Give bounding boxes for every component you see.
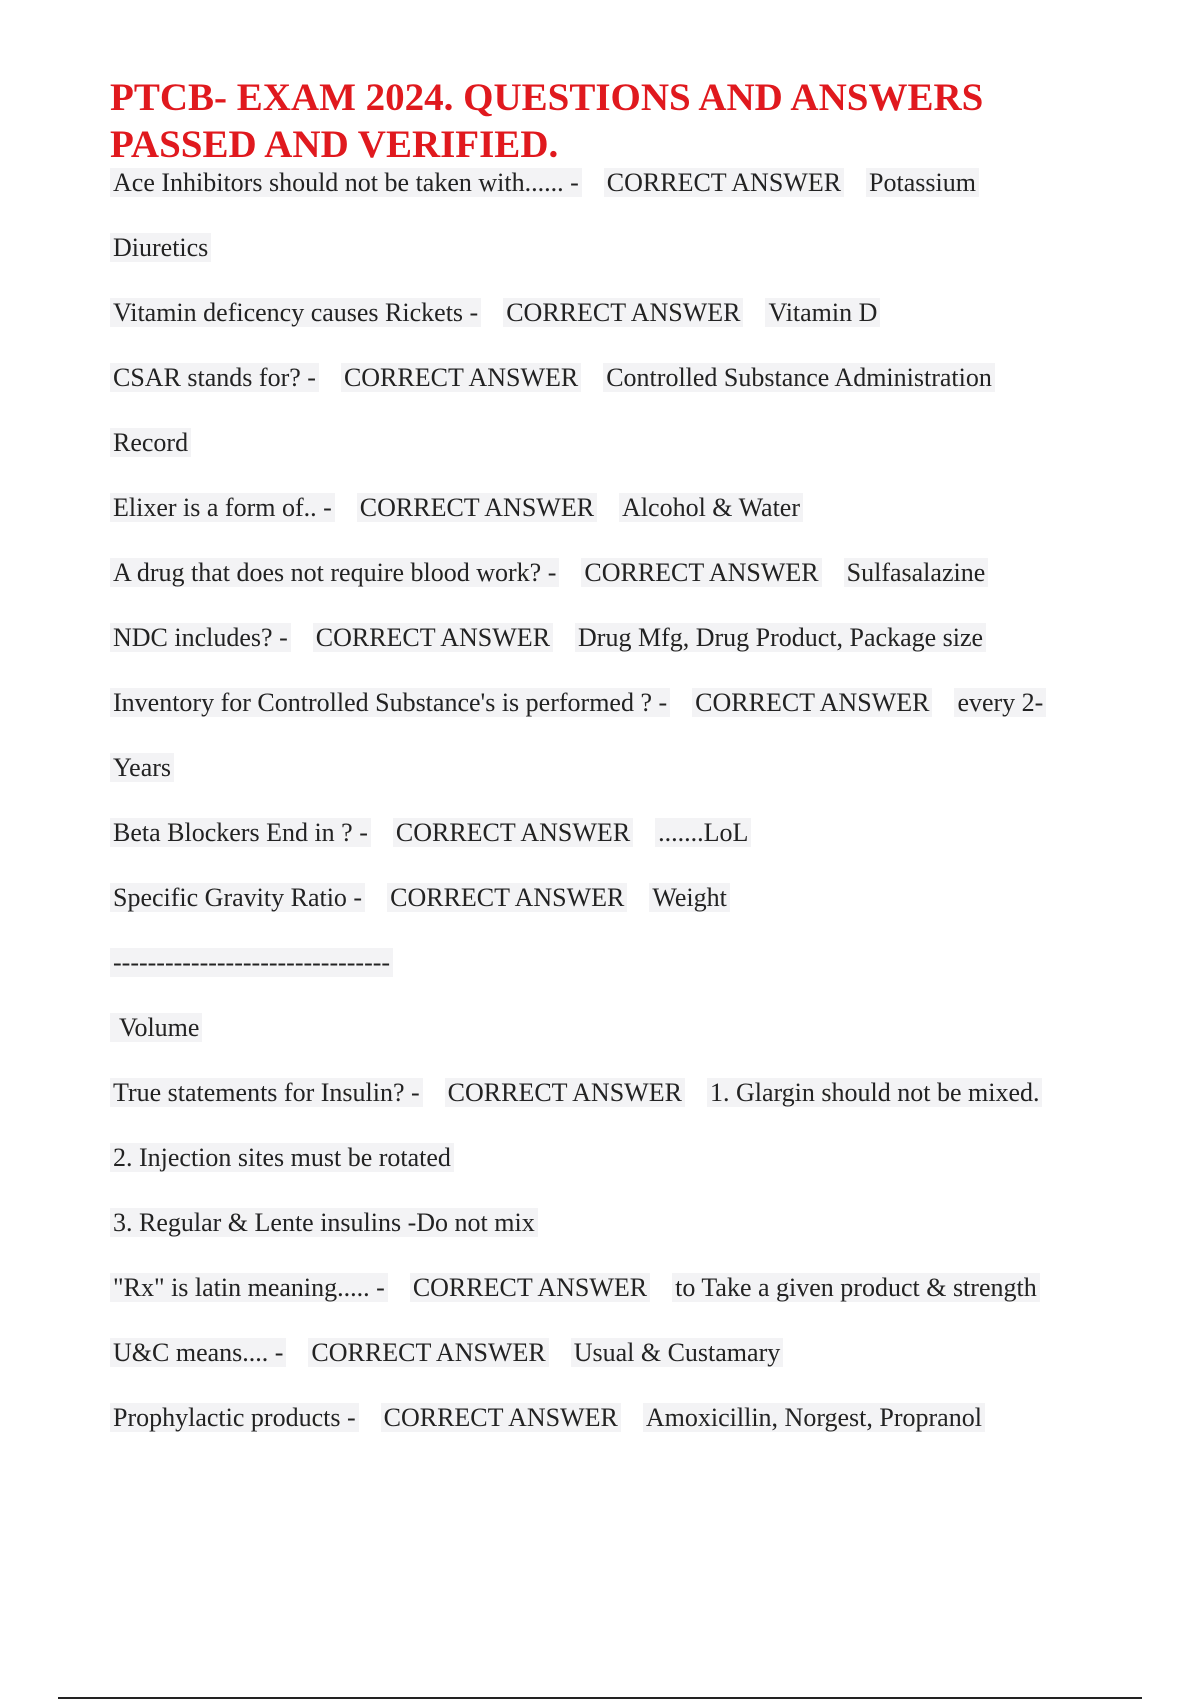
- qa-line: [110, 556, 988, 590]
- qa-line: [110, 491, 803, 525]
- qa-line: [110, 296, 880, 330]
- answer-text: Usual & Custamary: [571, 1338, 784, 1367]
- correct-answer-label: CORRECT ANSWER: [692, 688, 932, 717]
- answer-text: Controlled Substance Administration: [603, 363, 995, 392]
- qa-line: [110, 1271, 1040, 1305]
- question-text: Elixer is a form of.. -: [110, 493, 335, 522]
- correct-answer-label: CORRECT ANSWER: [381, 1403, 621, 1432]
- qa-line: [110, 816, 751, 850]
- qa-line: [110, 1401, 985, 1435]
- qa-line: [110, 1076, 1042, 1110]
- qa-line: [110, 881, 730, 915]
- correct-answer-label: CORRECT ANSWER: [581, 558, 821, 587]
- question-text: Prophylactic products -: [110, 1403, 359, 1432]
- question-text: Ace Inhibitors should not be taken with...... -: [110, 168, 582, 197]
- answer-text: 1. Glargin should not be mixed.: [707, 1078, 1043, 1107]
- answer-text: Sulfasalazine: [844, 558, 989, 587]
- correct-answer-label: CORRECT ANSWER: [445, 1078, 685, 1107]
- correct-answer-label: CORRECT ANSWER: [357, 493, 597, 522]
- question-text: Inventory for Controlled Substance's is performed ? -: [110, 688, 670, 717]
- footer-divider: [58, 1697, 1142, 1699]
- answer-text: Potassium: [866, 168, 979, 197]
- correct-answer-label: CORRECT ANSWER: [387, 883, 627, 912]
- qa-line: [110, 686, 1046, 720]
- question-text: Vitamin deficency causes Rickets -: [110, 298, 481, 327]
- qa-continuation: [110, 1011, 202, 1045]
- answer-text: Amoxicillin, Norgest, Propranol: [643, 1403, 985, 1432]
- answer-text: Drug Mfg, Drug Product, Package size: [575, 623, 986, 652]
- qa-continuation: [110, 1206, 538, 1240]
- qa-continuation: [110, 751, 174, 785]
- qa-continuation: [110, 426, 191, 460]
- fraction-bar-text: --------------------------------: [110, 948, 393, 977]
- correct-answer-label: CORRECT ANSWER: [341, 363, 581, 392]
- qa-line: [110, 361, 995, 395]
- correct-answer-label: CORRECT ANSWER: [393, 818, 633, 847]
- correct-answer-label: CORRECT ANSWER: [604, 168, 844, 197]
- answer-text: Weight: [649, 883, 729, 912]
- qa-continuation: [110, 1141, 454, 1175]
- answer-text: Alcohol & Water: [619, 493, 803, 522]
- continuation-text: Diuretics: [110, 233, 211, 262]
- answer-text: .......LoL: [655, 818, 751, 847]
- document-title: [110, 74, 1110, 168]
- title-line-1: PTCB- EXAM 2024. QUESTIONS AND ANSWERS: [110, 76, 984, 119]
- continuation-text: Volume: [110, 1013, 202, 1042]
- question-text: Beta Blockers End in ? -: [110, 818, 371, 847]
- qa-continuation: [110, 231, 211, 265]
- continuation-text: Record: [110, 428, 191, 457]
- qa-line: [110, 621, 986, 655]
- answer-text: Vitamin D: [765, 298, 880, 327]
- continuation-text: 2. Injection sites must be rotated: [110, 1143, 454, 1172]
- correct-answer-label: CORRECT ANSWER: [410, 1273, 650, 1302]
- question-text: CSAR stands for? -: [110, 363, 319, 392]
- question-text: NDC includes? -: [110, 623, 291, 652]
- qa-continuation: [110, 946, 393, 980]
- continuation-text: 3. Regular & Lente insulins -Do not mix: [110, 1208, 538, 1237]
- question-text: A drug that does not require blood work? -: [110, 558, 559, 587]
- question-text: True statements for Insulin? -: [110, 1078, 423, 1107]
- continuation-text: Years: [110, 753, 174, 782]
- qa-line: [110, 1336, 783, 1370]
- title-line-2: PASSED AND VERIFIED.: [110, 123, 559, 166]
- question-text: "Rx" is latin meaning..... -: [110, 1273, 388, 1302]
- question-text: U&C means.... -: [110, 1338, 286, 1367]
- question-text: Specific Gravity Ratio -: [110, 883, 365, 912]
- qa-line: [110, 166, 979, 200]
- answer-text: every 2-: [954, 688, 1046, 717]
- correct-answer-label: CORRECT ANSWER: [313, 623, 553, 652]
- correct-answer-label: CORRECT ANSWER: [308, 1338, 548, 1367]
- answer-text: to Take a given product & strength: [672, 1273, 1040, 1302]
- correct-answer-label: CORRECT ANSWER: [503, 298, 743, 327]
